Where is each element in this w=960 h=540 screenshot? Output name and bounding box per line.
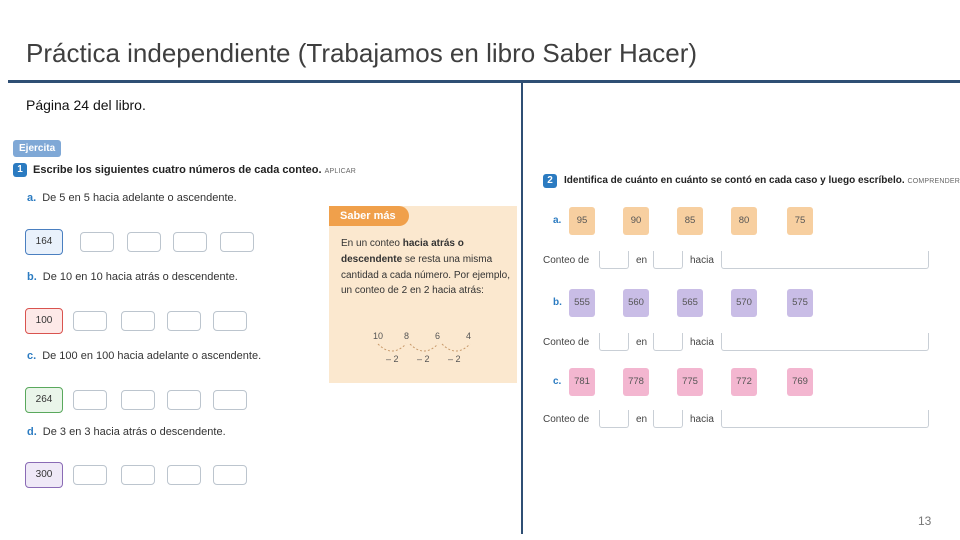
exercise-1-item-d bbox=[27, 426, 226, 438]
number-tile: 769 bbox=[787, 368, 813, 396]
exercise-1-item-c bbox=[27, 350, 261, 362]
example-step: – 2 bbox=[448, 354, 461, 364]
answer-input[interactable] bbox=[213, 390, 247, 410]
exercise-1-tag: APLICAR bbox=[324, 168, 356, 175]
answer-input[interactable] bbox=[220, 232, 254, 252]
slide-title: Práctica independiente (Trabajamos en libro Saber Hacer) bbox=[26, 38, 698, 68]
start-number-box: 164 bbox=[25, 229, 63, 255]
item-text: De 10 en 10 hacia atrás o descendente. bbox=[42, 271, 238, 283]
page-reference: Página 24 del libro. bbox=[26, 97, 146, 113]
exercise-2-instruction bbox=[564, 175, 960, 186]
saber-mas-text-pre: En un conteo bbox=[341, 238, 403, 249]
example-number: 4 bbox=[466, 331, 472, 341]
exercise-2-instruction-text: Identifica de cuánto en cuánto se contó en cada caso y luego escríbelo. bbox=[564, 175, 905, 186]
answer-input[interactable] bbox=[167, 465, 201, 485]
conteo-de-label: Conteo de bbox=[543, 414, 590, 425]
item-letter: b. bbox=[27, 271, 37, 283]
exercise-2-row-letter: a. bbox=[553, 215, 562, 226]
exercise-2-number: 2 bbox=[543, 174, 557, 188]
hacia-label: hacia bbox=[690, 337, 714, 348]
answer-input[interactable] bbox=[121, 465, 155, 485]
exercise-1-item-b bbox=[27, 271, 238, 283]
number-tile: 560 bbox=[623, 289, 649, 317]
answer-input[interactable] bbox=[121, 311, 155, 331]
saber-mas-text-post: se resta una misma cantidad a cada número. Por ejemplo, un conteo de 2 en 2 hacia atrás: bbox=[341, 253, 510, 297]
direction-input[interactable] bbox=[721, 251, 929, 269]
en-label: en bbox=[636, 337, 648, 348]
conteo-de-label: Conteo de bbox=[543, 255, 590, 266]
number-tile: 772 bbox=[731, 368, 757, 396]
number-tile: 781 bbox=[569, 368, 595, 396]
answer-input[interactable] bbox=[213, 311, 247, 331]
step-size-input[interactable] bbox=[599, 410, 629, 428]
exercise-1-number: 1 bbox=[13, 163, 27, 177]
number-tile: 565 bbox=[677, 289, 703, 317]
example-number: 10 bbox=[373, 331, 384, 341]
example-number: 8 bbox=[404, 331, 410, 341]
saber-mas-heading: Saber más bbox=[329, 206, 409, 226]
answer-input[interactable] bbox=[173, 232, 207, 252]
step-size-input[interactable] bbox=[599, 251, 629, 269]
example-number: 6 bbox=[435, 331, 441, 341]
answer-input[interactable] bbox=[73, 311, 107, 331]
item-text: De 3 en 3 hacia atrás o descendente. bbox=[42, 426, 226, 438]
answer-input[interactable] bbox=[80, 232, 114, 252]
hacia-label: hacia bbox=[690, 414, 714, 425]
number-tile: 570 bbox=[731, 289, 757, 317]
start-number-box: 300 bbox=[25, 462, 63, 488]
en-label: en bbox=[636, 255, 648, 266]
answer-input[interactable] bbox=[121, 390, 155, 410]
start-number-box: 100 bbox=[25, 308, 63, 334]
step-size-input[interactable] bbox=[599, 333, 629, 351]
saber-mas-text-bold: hacia atrás o descendente bbox=[341, 238, 464, 265]
example-step: – 2 bbox=[417, 354, 430, 364]
direction-input[interactable] bbox=[721, 333, 929, 351]
number-tile: 80 bbox=[731, 207, 757, 235]
number-tile: 555 bbox=[569, 289, 595, 317]
number-tile: 778 bbox=[623, 368, 649, 396]
title-divider bbox=[8, 80, 960, 83]
exercise-2-tag: COMPRENDER bbox=[907, 178, 960, 185]
item-letter: a. bbox=[27, 192, 37, 204]
answer-input[interactable] bbox=[73, 465, 107, 485]
count-step-input[interactable] bbox=[653, 410, 683, 428]
item-text: De 5 en 5 hacia adelante o ascendente. bbox=[42, 192, 237, 204]
item-letter: d. bbox=[27, 426, 37, 438]
vertical-divider bbox=[521, 83, 523, 534]
saber-mas-text bbox=[341, 236, 511, 299]
answer-input[interactable] bbox=[167, 390, 201, 410]
item-text: De 100 en 100 hacia adelante o ascendente. bbox=[42, 350, 262, 362]
number-tile: 775 bbox=[677, 368, 703, 396]
direction-input[interactable] bbox=[721, 410, 929, 428]
ejercita-badge: Ejercita bbox=[13, 140, 61, 157]
exercise-1-item-a bbox=[27, 192, 237, 204]
count-step-input[interactable] bbox=[653, 333, 683, 351]
item-letter: c. bbox=[27, 350, 37, 362]
answer-input[interactable] bbox=[73, 390, 107, 410]
number-tile: 95 bbox=[569, 207, 595, 235]
number-tile: 90 bbox=[623, 207, 649, 235]
exercise-2-row-letter: b. bbox=[553, 297, 562, 308]
exercise-2-row-letter: c. bbox=[553, 376, 562, 387]
number-tile: 85 bbox=[677, 207, 703, 235]
answer-input[interactable] bbox=[213, 465, 247, 485]
hacia-label: hacia bbox=[690, 255, 714, 266]
conteo-de-label: Conteo de bbox=[543, 337, 590, 348]
exercise-1-instruction bbox=[33, 164, 356, 176]
exercise-1-instruction-text: Escribe los siguientes cuatro números de cada conteo. bbox=[33, 164, 322, 176]
count-step-input[interactable] bbox=[653, 251, 683, 269]
answer-input[interactable] bbox=[167, 311, 201, 331]
number-tile: 75 bbox=[787, 207, 813, 235]
page-number: 13 bbox=[918, 514, 932, 528]
example-step: – 2 bbox=[386, 354, 399, 364]
en-label: en bbox=[636, 414, 648, 425]
number-tile: 575 bbox=[787, 289, 813, 317]
answer-input[interactable] bbox=[127, 232, 161, 252]
start-number-box: 264 bbox=[25, 387, 63, 413]
